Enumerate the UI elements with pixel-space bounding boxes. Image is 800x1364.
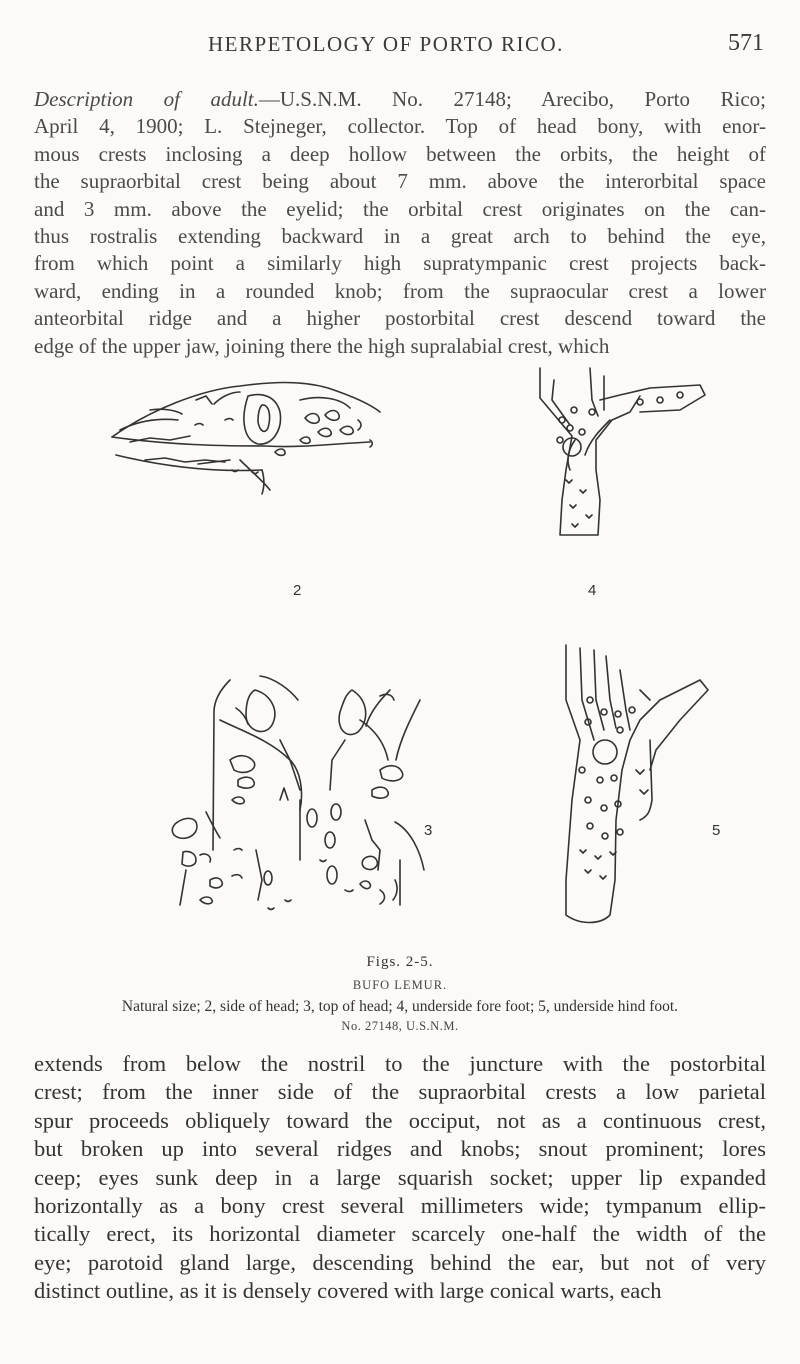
caption-specimen: No. 27148, U.S.N.M. xyxy=(341,1019,459,1033)
text-line: the supraorbital crest being about 7 mm. above the interorbital space xyxy=(34,169,766,194)
caption-description: Natural size; 2, side of head; 3, top of head; 4, underside fore foot; 5, underside hind foot. xyxy=(121,998,679,1015)
figure-number-3: 3 xyxy=(424,822,433,839)
caption-title: Figs. 2-5. xyxy=(366,954,434,970)
text-line: eye; parotoid gland large, descending behind the ear, but not of very xyxy=(34,1249,766,1275)
text-line: edge of the upper jaw, joining there the high supralabial crest, which xyxy=(34,333,610,358)
text-line: ward, ending in a rounded knob; from the supraocular crest a lower xyxy=(34,278,766,303)
text-line: extends from below the nostril to the juncture with the postorbital xyxy=(34,1051,766,1076)
description-paragraph xyxy=(34,86,766,360)
text-line: thus rostralis extending backward in a great arch to behind the eye, xyxy=(34,224,766,249)
text-line: anteorbital ridge and a higher postorbital crest descend toward the xyxy=(34,306,766,331)
text-line: horizontally as a bony crest several millimeters wide; tympanum ellip- xyxy=(34,1193,766,1219)
text-line xyxy=(34,86,766,113)
page-number: 571 xyxy=(728,30,764,56)
text-line: ceep; eyes sunk deep in a large squarish socket; upper lip expanded xyxy=(34,1164,766,1190)
page-header xyxy=(0,30,800,70)
continuation-paragraph xyxy=(34,1050,766,1306)
figure-number-2: 2 xyxy=(293,582,302,599)
text-line: tically erect, its horizontal diameter scarcely one-half the width of the xyxy=(34,1221,766,1247)
text-line: April 4, 1900; L. Stejneger, collector. Top of head bony, with enor- xyxy=(34,114,766,139)
caption-subject: BUFO LEMUR. xyxy=(352,978,448,992)
fig2-side-of-head-drawing xyxy=(112,383,380,495)
text-line: crest; from the inner side of the supraorbital crests a low parietal xyxy=(34,1079,766,1105)
text-line: distinct outline, as it is densely covered with large conical warts, each xyxy=(34,1278,662,1304)
fig5-underside-hind-foot-drawing xyxy=(566,645,708,923)
fig3-top-of-head-drawing xyxy=(172,676,424,910)
line-rest: —U.S.N.M. No. 27148; Arecibo, Porto Rico; xyxy=(258,87,766,111)
running-title: HERPETOLOGY OF PORTO RICO. xyxy=(208,32,564,56)
text-line: from which point a similarly high supratympanic crest projects back- xyxy=(34,251,766,276)
figure-number-4: 4 xyxy=(588,582,597,599)
text-line: and 3 mm. above the eyelid; the orbital crest originates on the can- xyxy=(34,196,766,221)
italic-lead: Description of adult. xyxy=(34,87,259,111)
fig4-underside-fore-foot-drawing xyxy=(540,368,705,535)
figure-number-5: 5 xyxy=(712,822,721,839)
text-line: but broken up into several ridges and knobs; snout prominent; lores xyxy=(34,1136,766,1162)
text-line: spur proceeds obliquely toward the occiput, not as a continuous crest, xyxy=(34,1107,766,1133)
text-line: mous crests inclosing a deep hollow between the orbits, the height of xyxy=(34,141,766,166)
